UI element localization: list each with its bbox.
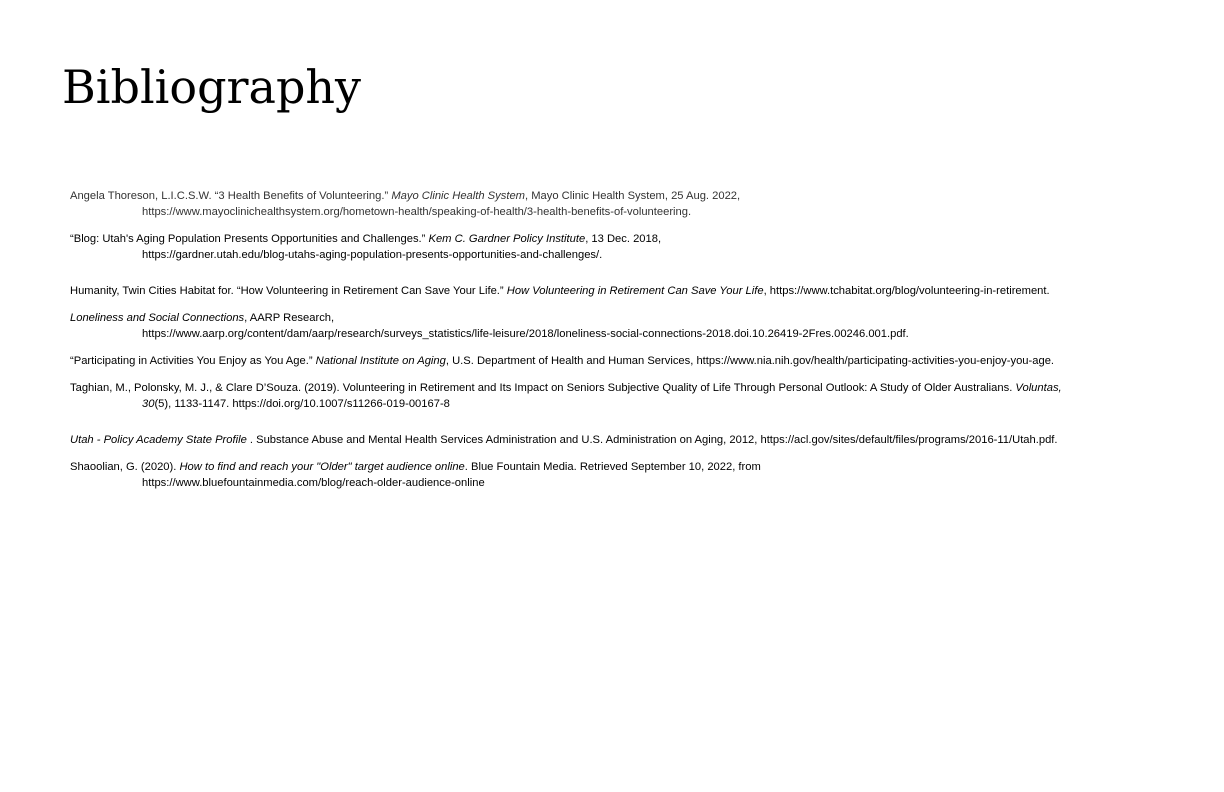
entry-source: National Institute on Aging	[315, 355, 446, 367]
entry-text: Angela Thoreson, L.I.C.S.W. “3 Health Benefits of Volunteering.”	[70, 190, 392, 202]
bibliography-entry	[70, 189, 740, 220]
bibliography-entry	[70, 284, 1050, 300]
entry-url: https://www.aarp.org/content/dam/aarp/research/surveys_statistics/life-leisure/2018/loneliness-social-connections-2018.doi.10.26419-2Fres.00246.001.pdf.	[142, 327, 909, 340]
entry-source: How Volunteering in Retirement Can Save Your Life	[506, 285, 764, 297]
entry-source: Kem C. Gardner Policy Institute	[428, 233, 586, 245]
bibliography-entry	[70, 311, 909, 342]
entry-source: Mayo Clinic Health System	[391, 190, 525, 202]
entry-url: https://www.mayoclinichealthsystem.org/hometown-health/speaking-of-health/3-health-benefits-of-volunteering.	[142, 205, 692, 218]
entry-text: Shaoolian, G. (2020).	[70, 461, 180, 473]
entry-text: , Mayo Clinic Health System, 25 Aug. 2022,	[524, 190, 741, 202]
entry-text: (5), 1133-1147. https://doi.org/10.1007/s11266-019-00167-8	[154, 397, 450, 410]
entry-text: “Participating in Activities You Enjoy as You Age.”	[70, 355, 316, 367]
bibliography-entry	[70, 381, 1062, 412]
entry-text: “Blog: Utah's Aging Population Presents Opportunities and Challenges.”	[70, 233, 429, 245]
entry-url: https://gardner.utah.edu/blog-utahs-aging-population-presents-opportunities-and-challenges/.	[142, 248, 603, 261]
entry-text: , https://www.tchabitat.org/blog/volunteering-in-retirement.	[763, 285, 1050, 297]
entry-source: Loneliness and Social Connections	[70, 312, 245, 324]
entry-url: https://www.bluefountainmedia.com/blog/reach-older-audience-online	[142, 476, 485, 489]
entry-text: . Substance Abuse and Mental Health Services Administration and U.S. Administration on Aging, 2012, https://acl.gov/sites/default/files/programs/2016-11/Utah.pdf.	[246, 434, 1058, 446]
bibliography-entry	[70, 460, 761, 491]
entry-volume: 30	[142, 397, 155, 410]
entry-source: Voluntas,	[1015, 382, 1062, 394]
bibliography-entry	[70, 433, 1058, 449]
entry-source: Utah - Policy Academy State Profile	[70, 434, 247, 446]
page-title: Bibliography	[62, 60, 361, 114]
entry-text: Taghian, M., Polonsky, M. J., & Clare D’Souza. (2019). Volunteering in Retirement and Its Impact on Seniors Subjective Quality of Life Through Personal Outlook: A Study of Older Australians.	[70, 382, 1016, 394]
bibliography-entry	[70, 354, 1054, 370]
bibliography-entry	[70, 232, 661, 263]
entry-text: , AARP Research,	[244, 312, 335, 324]
entry-text: , U.S. Department of Health and Human Services, https://www.nia.nih.gov/health/participating-activities-you-enjoy-you-age.	[445, 355, 1055, 367]
entry-text: , 13 Dec. 2018,	[585, 233, 662, 245]
entry-source: How to find and reach your "Older" target audience online	[179, 461, 465, 473]
entry-text: Humanity, Twin Cities Habitat for. “How Volunteering in Retirement Can Save Your Life.”	[70, 285, 507, 297]
entry-text: . Blue Fountain Media. Retrieved September 10, 2022, from	[464, 461, 761, 473]
